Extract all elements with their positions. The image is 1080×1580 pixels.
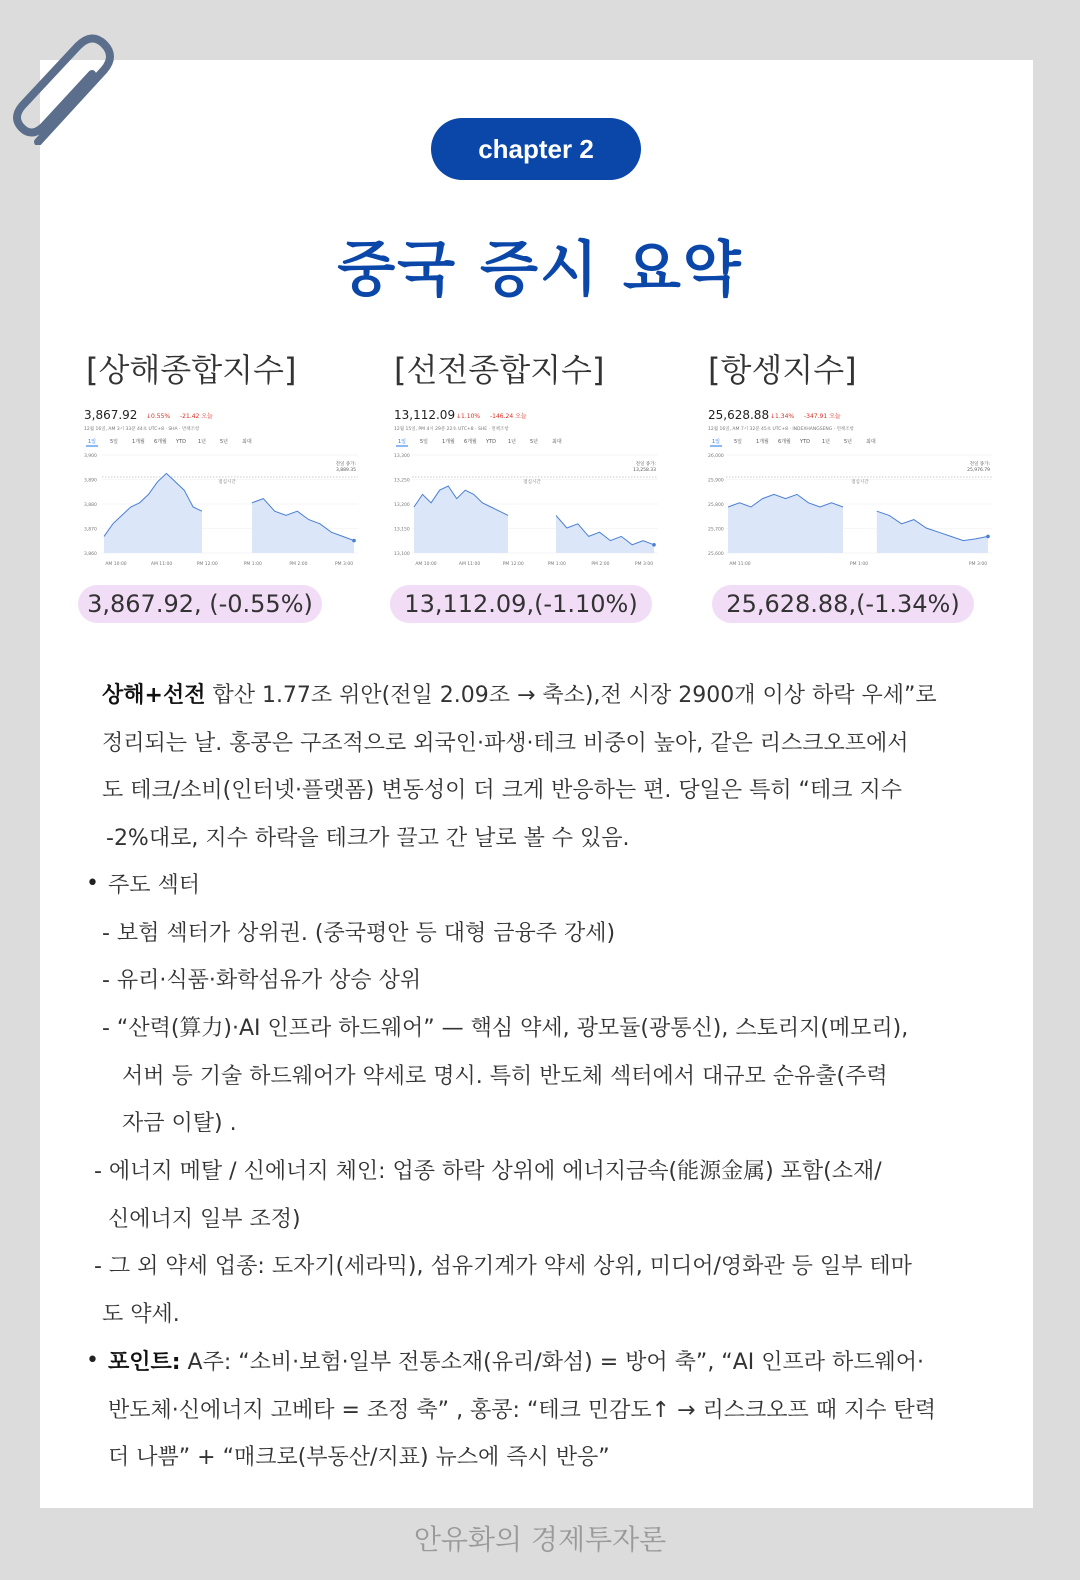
chart-y-tick: 25,600 — [708, 552, 724, 557]
chart-range-tab[interactable]: 5일 — [420, 439, 429, 445]
chart-range-tab[interactable]: 1년 — [198, 439, 207, 445]
chart-range-tab[interactable]: 최대 — [866, 439, 876, 445]
chart-y-tick: 3,860 — [84, 552, 97, 557]
chart-afternoon-series-area — [877, 511, 988, 553]
chart-shanghai — [84, 405, 366, 570]
chart-y-tick: 26,000 — [708, 454, 724, 459]
sector-item-glass-food: - 유리·식품·화학섬유가 상승 상위 — [102, 968, 422, 993]
chart-price: 13,112.09 — [394, 408, 456, 422]
chart-range-tab[interactable]: 6개월 — [778, 439, 791, 445]
paperclip-icon — [8, 30, 118, 145]
chart-y-tick: 3,880 — [84, 503, 97, 508]
chart-prev-close-label: 전일 종가: — [635, 462, 656, 467]
paragraph-bold-lead: 상해+선전 — [102, 683, 206, 708]
chart-range-tab[interactable]: 1일 — [712, 439, 721, 445]
chart-change-abs: -21.42 오늘 — [180, 413, 213, 420]
chart-meta: 12월 16일, AM 3시 33분 44초 UTC+8 · SHA · 면책조항 — [84, 427, 200, 432]
index-label-shenzhen: [선전종합지수] — [394, 351, 605, 389]
page-title: 중국 증시 요약 — [337, 235, 743, 305]
chart-y-tick: 13,300 — [394, 454, 410, 459]
chart-prev-close-label: 전일 종가: — [335, 462, 356, 467]
chart-x-tick: AM 11:00 — [729, 562, 751, 567]
chapter-badge: chapter 2 — [431, 118, 641, 180]
point-line-2: 반도체·신에너지 고베타 = 조정 축” , 홍콩: “테크 민감도↑ → 리스크오프 때 지수 탄력 — [108, 1398, 936, 1423]
chart-range-tab[interactable]: 1년 — [822, 439, 831, 445]
chart-range-tab[interactable]: 1개월 — [756, 439, 769, 445]
chart-range-tab[interactable]: 1일 — [88, 439, 97, 445]
summary-pill-hangseng: 25,628.88,(-1.34%) — [712, 585, 974, 623]
chart-change-abs: -146.24 오늘 — [490, 413, 527, 420]
chart-x-tick: PM 3:00 — [334, 562, 354, 567]
chart-afternoon-series-area — [252, 499, 354, 553]
chart-change-pct: ↓1.34% — [770, 413, 795, 420]
chart-x-tick: PM 2:00 — [289, 562, 308, 567]
summary-pill-shenzhen: 13,112.09,(-1.10%) — [390, 585, 652, 623]
chart-range-tab[interactable]: 5일 — [110, 439, 119, 445]
chart-x-tick: PM 1:00 — [243, 562, 262, 567]
chart-x-tick: PM 3:00 — [634, 562, 654, 567]
bullet-dot-icon: • — [86, 871, 99, 896]
chart-morning-series-area — [104, 473, 202, 553]
index-label-shanghai: [상해종합지수] — [86, 351, 297, 389]
point-line-1 — [108, 1348, 924, 1378]
chart-range-tab[interactable]: 6개월 — [464, 439, 477, 445]
paragraph-line-4: -2%대로, 지수 하락을 테크가 끌고 간 날로 볼 수 있음. — [106, 826, 630, 851]
summary-pill-shanghai: 3,867.92, (-0.55%) — [78, 585, 322, 623]
chart-prev-close-value: 3,889.35 — [335, 468, 356, 473]
chart-break-label: 점심시간 — [851, 480, 869, 485]
chart-price: 3,867.92 — [84, 408, 138, 422]
chart-prev-close-value: 13,258.33 — [633, 468, 656, 473]
chart-change-pct: ↓0.55% — [146, 413, 171, 420]
bullet-dot-icon: • — [86, 1348, 99, 1373]
paragraph-line-3: 도 테크/소비(인터넷·플랫폼) 변동성이 더 크게 반응하는 편. 당일은 특히 “테크 지수 — [102, 778, 902, 803]
chart-x-tick: AM 11:00 — [458, 562, 481, 567]
chart-y-tick: 25,800 — [708, 503, 724, 508]
chart-meta: 12월 16일, AM 7시 32분 45초 UTC+8 · INDEXHANGSENG · 면책조항 — [708, 427, 854, 432]
chart-range-tab[interactable]: 1개월 — [132, 439, 145, 445]
sector-item-hardware-line-2: 서버 등 기술 하드웨어가 약세로 명시. 특히 반도체 섹터에서 대규모 순유출(주력 — [122, 1064, 888, 1089]
chart-x-tick: PM 1:00 — [849, 562, 869, 567]
paragraph-line-1-text: 합산 1.77조 위안(전일 2.09조 → 축소),전 시장 2900개 이상 하락 우세”로 — [205, 683, 937, 708]
chart-price: 25,628.88 — [708, 408, 770, 422]
chart-x-tick: PM 12:00 — [196, 562, 218, 567]
chart-last-point — [986, 535, 990, 539]
point-line-3: 더 나쁨” + “매크로(부동산/지표) 뉴스에 즉시 반응” — [108, 1445, 610, 1470]
chart-range-tab[interactable]: 5년 — [844, 439, 853, 445]
sector-item-hardware-line-3: 자금 이탈) . — [122, 1111, 237, 1136]
chart-change-abs: -347.91 오늘 — [804, 413, 841, 420]
sector-heading: 주도 섹터 — [108, 873, 201, 898]
paragraph-line-2: 정리되는 날. 홍콩은 구조적으로 외국인·파생·테크 비중이 높아, 같은 리스크오프에서 — [102, 731, 909, 756]
chart-y-tick: 13,100 — [394, 552, 410, 557]
chart-last-point — [652, 543, 656, 547]
chart-range-tab[interactable]: YTD — [176, 439, 186, 445]
chart-prev-close-value: 25,976.79 — [967, 468, 990, 473]
chart-range-tab[interactable]: 5일 — [734, 439, 743, 445]
chart-x-tick: PM 3:00 — [968, 562, 988, 567]
chart-range-tab[interactable]: 5년 — [220, 439, 229, 445]
chart-range-tab[interactable]: 최대 — [242, 439, 252, 445]
chart-x-tick: AM 11:00 — [150, 562, 173, 567]
index-label-hangseng: [항셍지수] — [708, 351, 857, 389]
sector-item-energy-line-2: 신에너지 일부 조정) — [108, 1207, 301, 1232]
chart-x-tick: AM 10:00 — [415, 562, 437, 567]
chart-morning-series-area — [728, 494, 843, 553]
chart-range-tab[interactable]: 1일 — [398, 439, 407, 445]
point-bold-lead: 포인트: — [108, 1350, 181, 1375]
chart-hangseng — [708, 405, 1000, 570]
chart-afternoon-series-area — [556, 515, 654, 553]
chart-range-tab[interactable]: 5년 — [530, 439, 539, 445]
chart-y-tick: 13,200 — [394, 503, 410, 508]
chart-y-tick: 13,150 — [394, 527, 410, 533]
chart-change-pct: ↓1.10% — [456, 413, 481, 420]
chart-x-tick: AM 10:00 — [105, 562, 127, 567]
chart-y-tick: 3,900 — [84, 454, 97, 459]
chart-prev-close-label: 전일 종가: — [969, 462, 990, 467]
chart-break-label: 점심시간 — [523, 480, 541, 485]
chart-range-tab[interactable]: 1개월 — [442, 439, 455, 445]
chart-morning-series-area — [414, 486, 508, 553]
chart-break-label: 점심시간 — [218, 480, 236, 485]
sector-item-energy-line-1: - 에너지 메탈 / 신에너지 체인: 업종 하락 상위에 에너지금속(能源金属) 포함(소재/ — [94, 1159, 882, 1184]
paragraph-line-1 — [102, 681, 937, 711]
chart-y-tick: 25,700 — [708, 527, 724, 533]
sector-item-others-line-2: 도 약세. — [102, 1302, 180, 1327]
chart-range-tab[interactable]: YTD — [800, 439, 810, 445]
chart-x-tick: PM 2:00 — [591, 562, 610, 567]
chart-y-tick: 25,900 — [708, 478, 724, 484]
chart-last-point — [352, 539, 356, 543]
sector-item-hardware-line-1: - “산력(算力)·AI 인프라 하드웨어” — 핵심 약세, 광모듈(광통신), 스토리지(메모리), — [102, 1016, 909, 1041]
chart-meta: 12월 15일, PM 4시 29분 22초 UTC+8 · SHE · 면책조항 — [394, 427, 509, 432]
chart-range-tab[interactable]: YTD — [486, 439, 496, 445]
footer-brand: 안유화의 경제투자론 — [413, 1523, 667, 1556]
sector-item-insurance: - 보험 섹터가 상위권. (중국평안 등 대형 금융주 강세) — [102, 921, 616, 946]
chart-y-tick: 3,870 — [84, 527, 97, 533]
chart-range-tab[interactable]: 1년 — [508, 439, 517, 445]
chart-y-tick: 3,890 — [84, 478, 97, 484]
chart-range-tab[interactable]: 최대 — [552, 439, 562, 445]
chart-x-tick: PM 12:00 — [502, 562, 524, 567]
point-line-1-text: A주: “소비·보험·일부 전통소재(유리/화섬) = 방어 축”, “AI 인프라 하드웨어· — [180, 1350, 924, 1375]
chart-x-tick: PM 1:00 — [547, 562, 566, 567]
chart-range-tab[interactable]: 6개월 — [154, 439, 167, 445]
chart-y-tick: 13,250 — [394, 478, 410, 484]
sector-item-others-line-1: - 그 외 약세 업종: 도자기(세라믹), 섬유기계가 약세 상위, 미디어/영화관 등 일부 테마 — [94, 1254, 912, 1279]
chart-shenzhen — [394, 405, 666, 570]
